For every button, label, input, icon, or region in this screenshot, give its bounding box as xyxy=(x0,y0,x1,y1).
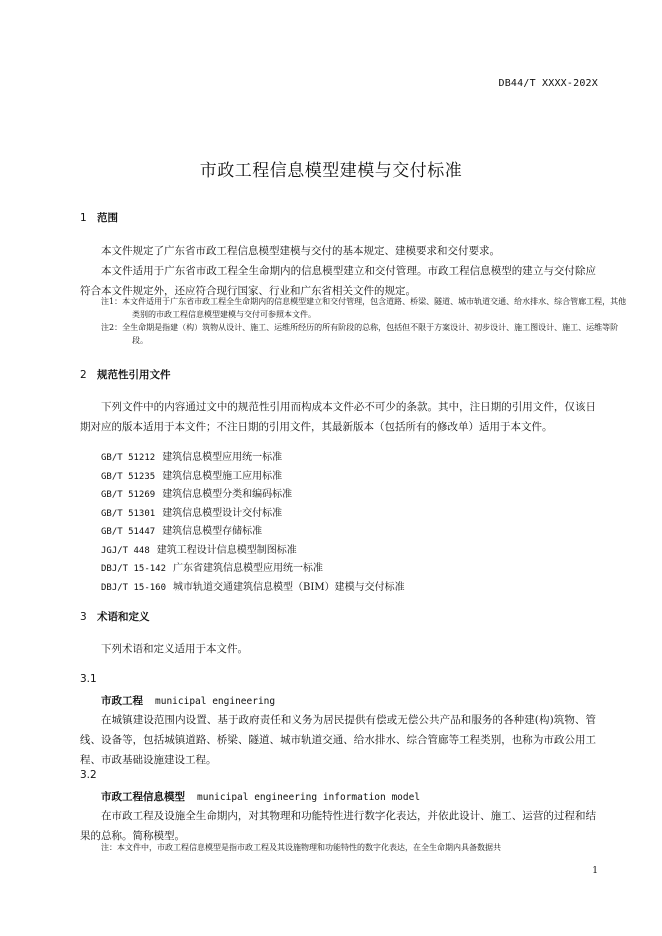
term-definition: 在市政工程及设施全生命期内，对其物理和功能特性进行数字化表达，并依此设计、施工、运营的过程和结果的总称。简称模型。 xyxy=(80,810,596,842)
reference-item: GB/T 51235 建筑信息模型施工应用标准 xyxy=(101,470,283,482)
term-note: 注：本文件中，市政工程信息模型是指市政工程及其设施物理和功能特性的数字化表达，在全生命期内具备数据共 xyxy=(101,843,501,852)
reference-item: DBJ/T 15-160 城市轨道交通建筑信息模型（BIM）建模与交付标准 xyxy=(101,581,405,593)
document-title: 市政工程信息模型建模与交付标准 xyxy=(199,161,463,181)
section-1-title: 范围 xyxy=(97,212,118,224)
term-heading xyxy=(101,693,275,708)
reference-item: JGJ/T 448 建筑工程设计信息模型制图标准 xyxy=(101,544,297,556)
section-2-intro: 下列文件中的内容通过文中的规范性引用而构成本文件必不可少的条款。其中，注日期的引用文件，仅该日期对应的版本适用于本文件；不注日期的引用文件，其最新版本（包括所有的修改单）适用于本文件。 xyxy=(80,401,596,433)
term-definition: 在城镇建设范围内设置、基于政府责任和义务为居民提供有偿或无偿公共产品和服务的各种建(构)筑物、管线、设备等，包括城镇道路、桥梁、隧道、城市轨道交通、给水排水、综合管廊等工程类别，也称为市政公用工程、市政基础设施建设工程。 xyxy=(80,714,596,766)
section-2-number: 2 xyxy=(80,369,87,381)
section-1-note-1: 注1：本文件适用于广东省市政工程全生命期内的信息模型建立和交付管理，包含道路、桥梁、隧道、城市轨道交通、给水排水、综合管廊工程，其他类别的市政工程信息模型建模与交付可参照本文件。 xyxy=(101,297,627,319)
reference-item: GB/T 51447 建筑信息模型存储标准 xyxy=(101,526,263,537)
term-heading xyxy=(101,789,420,804)
standard-code: DB44/T XXXX-202X xyxy=(498,78,598,89)
section-1-number: 1 xyxy=(80,212,87,224)
section-1-paragraph-2: 本文件适用于广东省市政工程全生命期内的信息模型建立和交付管理。市政工程信息模型的建立与交付除应符合本文件规定外，还应符合现行国家、行业和广东省相关文件的规定。 xyxy=(80,265,596,297)
section-1-heading xyxy=(80,210,118,225)
reference-item: GB/T 51212 建筑信息模型应用统一标准 xyxy=(101,452,283,463)
section-3-intro: 下列术语和定义适用于本文件。 xyxy=(101,643,248,655)
section-1-note-2: 注2：全生命期是指建（构）筑物从设计、施工、运维所经历的所有阶段的总称，包括但不限于方案设计、初步设计、施工图设计、施工、运维等阶段。 xyxy=(101,323,619,345)
reference-item: GB/T 51269 建筑信息模型分类和编码标准 xyxy=(101,489,293,500)
clause-number: 3.2 xyxy=(80,769,97,781)
section-3-number: 3 xyxy=(80,611,87,623)
section-2-heading xyxy=(80,367,171,382)
term-english: municipal engineering information model xyxy=(197,792,421,803)
page-number: 1 xyxy=(592,866,598,876)
reference-item: GB/T 51301 建筑信息模型设计交付标准 xyxy=(101,507,283,519)
term-english: municipal engineering xyxy=(155,696,276,707)
term-chinese: 市政工程信息模型 xyxy=(101,791,185,803)
term-chinese: 市政工程 xyxy=(101,695,143,707)
section-2-title: 规范性引用文件 xyxy=(97,369,171,381)
reference-list xyxy=(101,449,405,597)
section-3-heading xyxy=(80,609,150,624)
section-3-title: 术语和定义 xyxy=(97,611,150,623)
clause-number: 3.1 xyxy=(80,673,97,685)
reference-item: DBJ/T 15-142 广东省建筑信息模型应用统一标准 xyxy=(101,563,324,574)
section-1-paragraph-1: 本文件规定了广东省市政工程信息模型建模与交付的基本规定、建模要求和交付要求。 xyxy=(101,245,500,257)
